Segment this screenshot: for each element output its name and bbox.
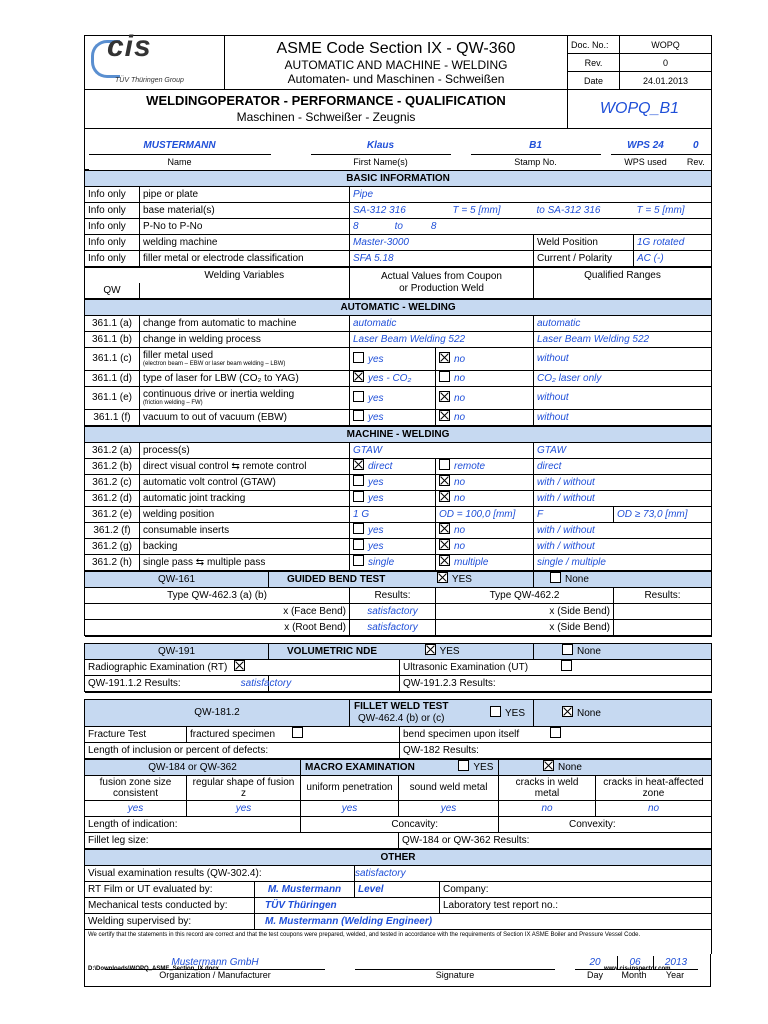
rt-eval-label: RT Film or UT evaluated by: (85, 882, 255, 898)
option-no[interactable]: no (436, 539, 534, 555)
info-only-label: Info only (85, 219, 140, 235)
basic-row-label: base material(s) (140, 203, 350, 219)
variable-label: single pass ⇆ multiple pass (140, 555, 350, 571)
qw-number: 361.2 (a) (85, 443, 140, 459)
qualified-range: with / without (534, 539, 712, 555)
fillet-leg-label: Fillet leg size: (85, 833, 399, 849)
variable-label: automatic volt control (GTAW) (140, 475, 350, 491)
qualified-range: GTAW (534, 443, 712, 459)
option-yes[interactable]: yes (350, 523, 436, 539)
macro-val: yes (187, 801, 301, 817)
option-no[interactable]: no (436, 491, 534, 507)
p-no-value: 8 to 8 (350, 219, 712, 235)
qualified-range: single / multiple (534, 555, 712, 571)
checkbox-yes[interactable] (458, 760, 469, 771)
bend-type-1: Type QW-462.3 (a) (b) (85, 588, 350, 604)
fillet-weld-table (84, 692, 712, 759)
welding-variables-header: Welding Variables (140, 268, 350, 284)
checkbox-none-checked[interactable] (543, 760, 554, 771)
side-bend-label: x (Side Bend) (436, 604, 614, 620)
macro-col: uniform penetration (301, 776, 399, 801)
option-multiple[interactable]: multiple (436, 555, 534, 571)
macro-col: regular shape of fusion z (187, 776, 301, 801)
face-bend-label: x (Face Bend) (85, 604, 350, 620)
basic-info-table (84, 170, 712, 267)
convexity-label: Convexity: (499, 817, 712, 833)
qw-number: 361.1 (f) (85, 410, 140, 426)
macro-val: yes (85, 801, 187, 817)
fracture-test-label: Fracture Test (85, 727, 187, 743)
option-no[interactable]: no (436, 348, 534, 371)
variable-label: welding position (140, 507, 350, 523)
footer-file-path: D:\Downloads\WOPQ_ASME_Section_IX.docx (88, 966, 220, 972)
checkbox-yes[interactable] (353, 491, 364, 502)
company-label: Company: (440, 882, 712, 898)
option-no[interactable]: no (436, 410, 534, 426)
qualified-range: without (534, 410, 712, 426)
base-material-1: SA-312 316 (350, 203, 450, 219)
variable-label: change from automatic to machine (140, 316, 350, 332)
inclusion-label: Length of inclusion or percent of defects: (85, 743, 400, 759)
option-yes[interactable]: yes - CO₂ (350, 371, 436, 387)
checkbox-fractured[interactable] (292, 727, 303, 738)
variables-header-table (84, 267, 712, 299)
info-only-label: Info only (85, 203, 140, 219)
option-remote[interactable]: remote (436, 459, 534, 475)
name-label: Name (167, 156, 192, 167)
checkbox-ut[interactable] (561, 660, 572, 671)
volumetric-nde-table (84, 636, 712, 692)
option-yes[interactable]: yes (350, 410, 436, 426)
option-direct[interactable]: direct (350, 459, 436, 475)
name-value: MUSTERMANN (89, 139, 271, 154)
qualified-range: with / without (534, 491, 712, 507)
checkbox-yes-checked[interactable] (437, 572, 448, 583)
nde-code: QW-191 (85, 644, 269, 660)
checkbox-none[interactable] (550, 572, 561, 583)
filler-metal-value: SFA 5.18 (350, 251, 534, 267)
macro-table (84, 759, 712, 849)
length-indication-label: Length of indication: (85, 817, 301, 833)
month-value: 06 (617, 956, 652, 970)
wopq-form (84, 30, 711, 987)
weld-position-value: 1G rotated (634, 235, 712, 251)
option-yes[interactable]: yes (350, 475, 436, 491)
page-subtitle-german: Automaten- und Maschinen - Schweißen (287, 71, 505, 86)
form-subtitle: Maschinen - Schweißer - Zeugnis (236, 110, 416, 124)
fillet-heading: FILLET WELD TEST QW-462.4 (b) or (c) YES (350, 700, 534, 727)
option-yes[interactable]: yes (350, 539, 436, 555)
machine-welding-table (84, 426, 712, 571)
footer-url[interactable]: www.cis-inspector.com (604, 966, 671, 972)
variable-label: direct visual control ⇆ remote control (140, 459, 350, 475)
thickness-1: T = 5 [mm] (450, 203, 534, 219)
first-name-value: Klaus (311, 139, 451, 154)
nde-none-option[interactable]: None (534, 644, 712, 660)
checkbox-yes[interactable] (353, 523, 364, 534)
checkbox-direct-checked[interactable] (353, 459, 364, 470)
macro-col: cracks in weld metal (499, 776, 596, 801)
other-heading: OTHER (85, 850, 712, 866)
mech-tests-value: TÜV Thüringen (255, 898, 440, 914)
checkbox-yes[interactable] (353, 352, 364, 363)
base-material-2: to SA-312 316 (534, 203, 634, 219)
macro-col: cracks in heat-affected zone (596, 776, 712, 801)
qw-number: 361.1 (e) (85, 387, 140, 410)
rev-value: 0 (620, 54, 712, 72)
automatic-welding-heading: AUTOMATIC - WELDING (85, 300, 712, 316)
checkbox-yes[interactable] (353, 475, 364, 486)
qw-number: 361.1 (b) (85, 332, 140, 348)
qualified-ranges-header: Qualified Ranges (534, 268, 712, 284)
info-only-label: Info only (85, 235, 140, 251)
root-bend-result: satisfactory (350, 620, 436, 636)
qualified-range: F (534, 507, 614, 523)
qualified-range: automatic (534, 316, 712, 332)
info-only-label: Info only (85, 187, 140, 203)
root-bend-label: x (Root Bend) (85, 620, 350, 636)
automatic-welding-table (84, 299, 712, 426)
checkbox-single[interactable] (353, 555, 364, 566)
visual-exam-value: satisfactory (355, 866, 712, 882)
doc-no-value: WOPQ (620, 36, 712, 54)
weld-position-label: Weld Position (534, 235, 634, 251)
macro-none-option[interactable]: None (499, 760, 712, 776)
bend-results-1: Results: (350, 588, 436, 604)
supervised-value: M. Mustermann (Welding Engineer) (255, 914, 712, 930)
macro-val: yes (399, 801, 499, 817)
ut-option[interactable]: Ultrasonic Examination (UT) (400, 660, 712, 676)
wps-label: WPS used (624, 156, 667, 167)
basic-row-value: Pipe (350, 187, 712, 203)
lab-report-label: Laboratory test report no.: (440, 898, 712, 914)
visual-exam-label: Visual examination results (QW-302.4): (85, 866, 355, 882)
checkbox-no-checked[interactable] (439, 539, 450, 550)
rev-label: Rev. (568, 54, 620, 72)
variable-label: process(s) (140, 443, 350, 459)
form-title: WELDINGOPERATOR - PERFORMANCE - QUALIFICATION (146, 93, 506, 108)
actual-value: 1 G (350, 507, 436, 523)
macro-col: fusion zone size consistent (85, 776, 187, 801)
doc-no-label: Doc. No.: (568, 36, 620, 54)
bend-test-table (84, 571, 712, 636)
option-no[interactable]: no (436, 475, 534, 491)
qw-number: 361.2 (c) (85, 475, 140, 491)
qualified-range: without (534, 348, 712, 371)
variable-label: continuous drive or inertia welding (friction welding – FW) (140, 387, 350, 410)
page-title: ASME Code Section IX - QW-360 (276, 39, 516, 57)
qw-number: 361.2 (b) (85, 459, 140, 475)
wps-rev-label: Rev. (681, 154, 712, 170)
qw-number: 361.2 (e) (85, 507, 140, 523)
bend-heading: GUIDED BEND TEST YES (269, 572, 534, 588)
qualified-range: without (534, 387, 712, 410)
basic-row-label: pipe or plate (140, 187, 350, 203)
level-label: Level (355, 882, 440, 898)
qualified-range: direct (534, 459, 712, 475)
info-only-label: Info only (85, 251, 140, 267)
stamp-label: Stamp No. (514, 156, 557, 167)
form-title-table (84, 90, 712, 129)
variable-label: backing (140, 539, 350, 555)
wps-rev-value: 0 (681, 139, 712, 154)
variable-label: type of laser for LBW (CO₂ to YAG) (140, 371, 350, 387)
variable-label: change in welding process (140, 332, 350, 348)
page-subtitle: AUTOMATIC AND MACHINE - WELDING (284, 57, 508, 72)
fillet-none-option[interactable]: None (534, 700, 712, 727)
macro-val: no (596, 801, 712, 817)
checkbox-rt-checked[interactable] (234, 660, 245, 671)
day-value: 20 (575, 956, 615, 970)
basic-row-label: filler metal or electrode classification (140, 251, 350, 267)
face-bend-result: satisfactory (350, 604, 436, 620)
checkbox-none-checked[interactable] (562, 706, 573, 717)
checkbox-bend-self[interactable] (550, 727, 561, 738)
thickness-2: T = 5 [mm] (634, 203, 712, 219)
qw-header: QW (85, 283, 140, 299)
qw-number: 361.1 (c) (85, 348, 140, 371)
date-label: Date (568, 72, 620, 90)
option-single[interactable]: single (350, 555, 436, 571)
rt-eval-value: M. Mustermann (255, 882, 355, 898)
checkbox-remote[interactable] (439, 459, 450, 470)
day-label: Day (586, 970, 603, 980)
current-polarity-label: Current / Polarity (534, 251, 634, 267)
actual-value: Laser Beam Welding 522 (350, 332, 534, 348)
supervised-label: Welding supervised by: (85, 914, 255, 930)
checkbox-no[interactable] (439, 371, 450, 382)
checkbox-no-checked[interactable] (439, 523, 450, 534)
qw-number: 361.1 (d) (85, 371, 140, 387)
checkbox-no-checked[interactable] (439, 491, 450, 502)
variable-label: consumable inserts (140, 523, 350, 539)
qualified-range: Laser Beam Welding 522 (534, 332, 712, 348)
date-value: 24.01.2013 (620, 72, 712, 90)
concavity-label: Concavity: (301, 817, 499, 833)
variable-label: vacuum to out of vacuum (EBW) (140, 410, 350, 426)
rt-option[interactable]: Radiographic Examination (RT) (85, 660, 400, 676)
checkbox-no-checked[interactable] (439, 391, 450, 402)
macro-heading: MACRO EXAMINATION YES (301, 760, 499, 776)
option-yes[interactable]: yes (350, 348, 436, 371)
actual-value: automatic (350, 316, 534, 332)
option-no[interactable]: no (436, 387, 534, 410)
qualified-range: with / without (534, 475, 712, 491)
qualified-od: OD ≥ 73,0 [mm] (614, 507, 712, 523)
option-no[interactable]: no (436, 523, 534, 539)
month-label: Month (621, 970, 647, 980)
checkbox-none[interactable] (562, 644, 573, 655)
checkbox-multiple-checked[interactable] (439, 555, 450, 566)
checkbox-no-checked[interactable] (439, 475, 450, 486)
ut-results-label: QW-191.2.3 Results: (400, 676, 712, 692)
checkbox-yes[interactable] (490, 706, 501, 717)
actual-value: GTAW (350, 443, 534, 459)
checkbox-yes[interactable] (353, 539, 364, 550)
macro-col: sound weld metal (399, 776, 499, 801)
variable-label: filler metal used (electron beam – EBW or laser beam welding – LBW) (140, 348, 350, 371)
checkbox-yes[interactable] (353, 391, 364, 402)
side-bend-label: x (Side Bend) (436, 620, 614, 636)
basic-info-heading: BASIC INFORMATION (85, 171, 712, 187)
qw182-label: QW-182 Results: (400, 743, 712, 759)
checkbox-no-checked[interactable] (439, 352, 450, 363)
option-no[interactable]: no (436, 371, 534, 387)
signature-label: Signature (435, 970, 475, 980)
qw184-label: QW-184 or QW-362 Results: (399, 833, 712, 849)
checkbox-no-checked[interactable] (439, 410, 450, 421)
qw-number: 361.2 (f) (85, 523, 140, 539)
bend-code: QW-161 (85, 572, 269, 588)
checkbox-yes-checked[interactable] (353, 371, 364, 382)
mech-tests-label: Mechanical tests conducted by: (85, 898, 255, 914)
macro-val: yes (301, 801, 399, 817)
signature-line[interactable] (355, 956, 555, 970)
organization-value: Mustermann GmbH (105, 956, 325, 970)
logo: cis TÜV Thüringen Group (85, 36, 225, 90)
welding-machine-value: Master-3000 (350, 235, 534, 251)
basic-row-label: P-No to P-No (140, 219, 350, 235)
bend-type-2: Type QW-462.2 (436, 588, 614, 604)
qw-number: 361.2 (h) (85, 555, 140, 571)
header-table (84, 30, 712, 90)
bend-none-option[interactable]: None (534, 572, 712, 588)
qw-number: 361.2 (g) (85, 539, 140, 555)
macro-code: QW-184 or QW-362 (85, 760, 301, 776)
qw-number: 361.1 (a) (85, 316, 140, 332)
current-polarity-value: AC (-) (634, 251, 712, 267)
stamp-value: B1 (471, 139, 601, 154)
organization-label: Organization / Manufacturer (159, 970, 271, 980)
actual-od: OD = 100,0 [mm] (436, 507, 534, 523)
basic-row-label: welding machine (140, 235, 350, 251)
bend-self-option[interactable]: bend specimen upon itself (400, 727, 712, 743)
qw-number: 361.2 (d) (85, 491, 140, 507)
qualified-range: with / without (534, 523, 712, 539)
option-yes[interactable]: yes (350, 491, 436, 507)
identity-table (84, 129, 712, 170)
option-yes[interactable]: yes (350, 387, 436, 410)
form-code: WOPQ_B1 (568, 90, 712, 129)
wps-value: WPS 24 (611, 139, 681, 154)
nde-heading: VOLUMETRIC NDE YES (269, 644, 534, 660)
other-table (84, 849, 712, 954)
variable-label: automatic joint tracking (140, 491, 350, 507)
year-label: Year (665, 970, 685, 980)
certification-text: We certify that the statements in this record are correct and that the test coupons were prepared, welded, and tested in accordance with the requirements of Section IX ASME Boiler and Pressure Vessel Code. (85, 930, 712, 955)
year-value: 2013 (653, 956, 698, 970)
fractured-specimen-option[interactable]: fractured specimen (187, 727, 400, 743)
actual-values-header: Actual Values from Coupon or Production Weld (350, 268, 534, 299)
bend-results-2: Results: (614, 588, 712, 604)
macro-val: no (499, 801, 596, 817)
rt-results: QW-191.1.2 Results: satisfactory (85, 676, 269, 692)
checkbox-yes-checked[interactable] (425, 644, 436, 655)
checkbox-yes[interactable] (353, 410, 364, 421)
machine-welding-heading: MACHINE - WELDING (85, 427, 712, 443)
header-titles (225, 36, 568, 90)
first-name-label: First Name(s) (353, 156, 408, 167)
fillet-code: QW-181.2 (85, 700, 350, 727)
qualified-range: CO₂ laser only (534, 371, 712, 387)
